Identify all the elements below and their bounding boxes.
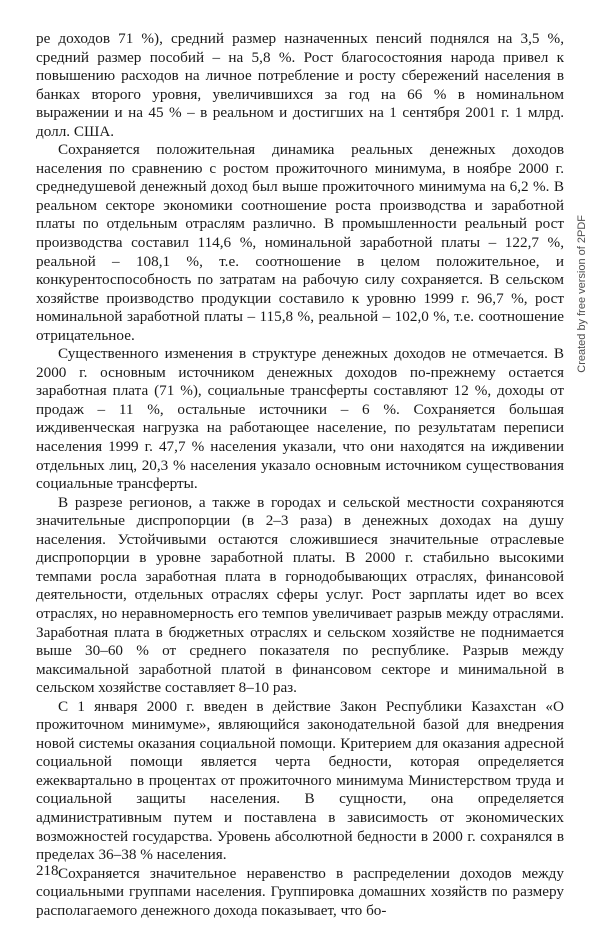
page-body bbox=[36, 30, 564, 920]
paragraph-5: С 1 января 2000 г. введен в действие Закон Республики Казахстан «О прожиточном минимуме», являющийся законодательной базой для внедрения новой системы оказания социальной помощи. Критерием для оказания адресной социальной помощи является черта бедности, которая определяется ежеквартально в процентах от прожиточного минимума Министерством труда и социальной защиты населения. В сущности, она определяется административным путем и поставлена в зависимость от экономических возможностей государства. Уровень абсолютной бедности в 2000 г. сохранялся в пределах 36–38 % населения. bbox=[36, 697, 564, 864]
paragraph-2: Сохраняется положительная динамика реальных денежных доходов населения по сравнению с ростом прожиточного минимума, в ноябре 2000 г. среднедушевой денежный доход был выше прожиточного минимума на 6,2 %. В реальном секторе экономики соотношение роста производства и заработной платы по отдельным отраслям различно. В промышленности реальный рост производства составил 114,6 %, номинальной заработной платы – 122,7 %, реальной – 108,1 %, т.е. соотношение в целом положительное, и конкурентоспособность по затратам на рабочую силу сохраняется. В сельском хозяйстве производство продукции составило к уровню 1999 г. 96,7 %, рост номинальной заработной платы – 115,8 %, реальной – 102,0 %, т.е. соотношение отрицательное. bbox=[36, 141, 564, 344]
watermark: Created by free version of 2PDF bbox=[576, 215, 588, 373]
paragraph-3: Существенного изменения в структуре денежных доходов не отмечается. В 2000 г. основным источником денежных доходов по-прежнему остается заработная плата (71 %), социальные трансферты составляют 12 %, доходы от продаж – 11 %, остальные источники – 6 %. Сохраняется большая иждивенческая нагрузка на работающее население, по результатам переписи населения 1999 г. 47,7 % населения указали, что они находятся на иждивении отдельных лиц, 20,3 % населения указало основным источником существования социальные трансферты. bbox=[36, 345, 564, 493]
paragraph-1: ре доходов 71 %), средний размер назначенных пенсий поднялся на 3,5 %, средний размер пособий – на 5,8 %. Рост благосостояния народа привел к повышению расходов на личное потребление и росту сбережений населения в банках второго уровня, увеличившихся за год на 66 % в номинальном выражении и на 45 % – в реальном и достигших на 1 сентября 2001 г. 1 млрд. долл. США. bbox=[36, 30, 564, 140]
paragraph-4: В разрезе регионов, а также в городах и сельской местности сохраняются значительные диспропорции (в 2–3 раза) в денежных доходах на душу населения. Устойчивыми остаются сложившиеся значительные отраслевые диспропорции в уровне заработной платы. В 2000 г. стабильно высокими темпами росла заработная плата в горнодобывающих отраслях, финансовой деятельности, отдельных отраслях сферы услуг. Рост зарплаты идет во всех отраслях, но неравномерность его темпов увеличивает разрыв между отраслями. Заработная плата в бюджетных отраслях и сельском хозяйстве не поднимается выше 30–60 % от среднего показателя по республике. Разрыв между максимальной заработной платой в финансовом секторе и минимальной в сельском хозяйстве составляет 8–10 раз. bbox=[36, 493, 564, 697]
page-number: 218 bbox=[36, 863, 59, 879]
paragraph-6: Сохраняется значительное неравенство в распределении доходов между социальными группами населения. Группировка домашних хозяйств по размеру располагаемого денежного дохода показывает, что бо- bbox=[36, 864, 564, 919]
